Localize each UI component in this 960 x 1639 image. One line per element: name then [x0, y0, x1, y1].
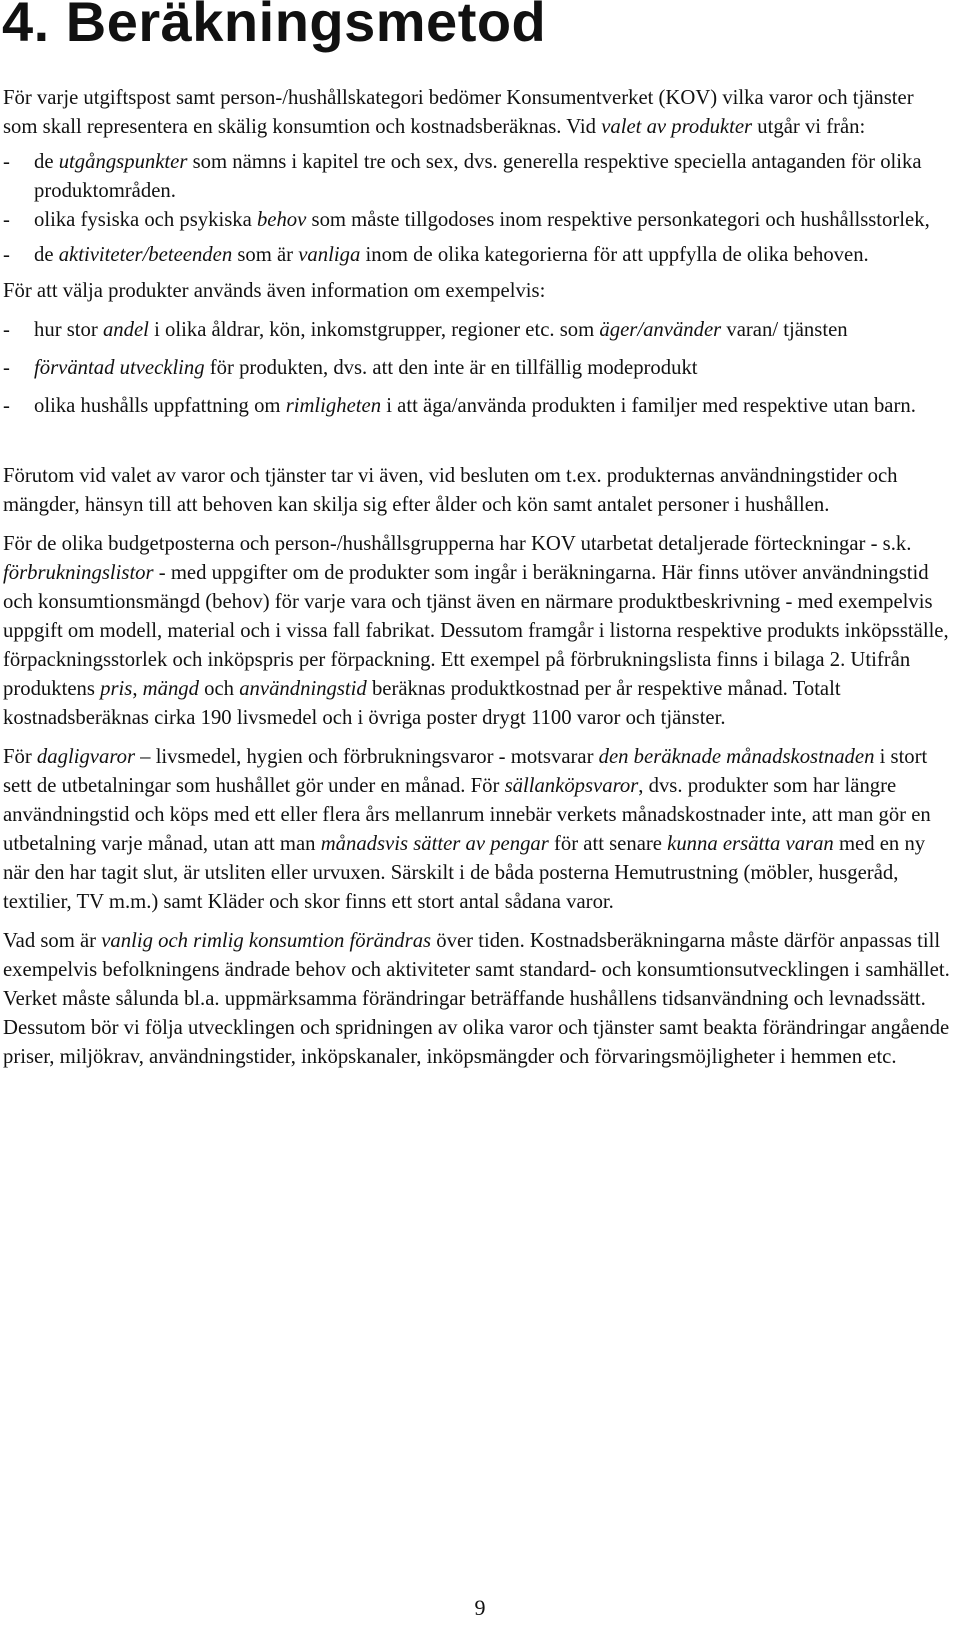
text-run: För: [3, 746, 37, 768]
list-item: [3, 354, 953, 383]
italic-run: utgångspunkter: [58, 151, 188, 173]
bullet-dash: -: [3, 395, 10, 417]
text-run: som är: [232, 244, 299, 266]
usage-paragraph: Förutom vid valet av varor och tjänster tar vi även, vid besluten om t.ex. produkternas användningstider och mängder, hänsyn till att behoven kan skilja sig efter ålder och kön samt antalet personer i hushållen.: [3, 465, 898, 516]
text-run: - med uppgifter om de produkter som ingår i beräkningarna. Här finns utöver användningstid och konsumtionsmängd (behov) för varje vara och tjänst även en närmare produktbeskrivning - med exempelvis uppgift om modell, material och i vissa fall fabrikat. Dessutom framgår i listorna respektive produkts inköpsställe, förpackningsstorlek och inköpspris per förpackning. Ett exempel på förbrukningslista finns i bilaga 2. Utifrån produktens: [3, 562, 949, 700]
info-intro-paragraph: För att välja produkter används även information om exempelvis:: [3, 280, 546, 302]
text-run: hur stor: [34, 319, 103, 341]
text-run: för att senare: [548, 833, 668, 855]
italic-run: den beräknade månadskostnaden: [598, 746, 875, 768]
text-run: i stort sett de utbetalningar som hushållet gör under en månad. För: [3, 746, 928, 797]
italic-run: aktiviteter/beteenden: [58, 244, 233, 266]
consumption-lists-paragraph: [3, 530, 953, 733]
bullet-dash: -: [3, 357, 10, 379]
italic-run: vanliga: [298, 244, 361, 266]
list-item: [3, 241, 953, 270]
bullet-dash: -: [3, 244, 10, 266]
text-run: inom de olika kategorierna för att uppfylla de olika behoven.: [360, 244, 869, 266]
italic-run: sällanköpsvaror: [504, 775, 639, 797]
page-number: 9: [474, 1595, 486, 1620]
italic-run: mängd: [142, 678, 199, 700]
text-run: Vad som är: [3, 930, 102, 952]
italic-run: förväntad utveckling: [34, 357, 205, 379]
text-run: För varje utgiftspost samt person-/hushållskategori bedömer Konsumentverket (KOV) vilka varor och tjänster som skall representera en skälig konsumtion och kostnadsberäknas. Vid: [3, 87, 914, 138]
italic-run: kunna ersätta varan: [667, 833, 834, 855]
list-item: [3, 316, 953, 345]
italic-run: valet av produkter: [601, 116, 753, 138]
intro-paragraph: [3, 84, 953, 142]
text-run: i att äga/använda produkten i familjer med respektive utan barn.: [381, 395, 916, 417]
text-run: beräknas produktkostnad per år respektive månad. Totalt kostnadsberäknas cirka 190 livsmedel och i övriga poster drygt 1100 varor och tjänster.: [3, 678, 841, 729]
text-run: för produkten, dvs. att den inte är en tillfällig modeprodukt: [204, 357, 698, 379]
text-run: med en ny när den har tagit slut, är utsliten eller urvuxen. Särskilt i de båda posterna Hemutrustning (möbler, husgeråd, textilier, TV m.m.) samt Kläder och skor finns ett stort antal sådana varor.: [3, 833, 926, 913]
italic-run: förbrukningslistor: [3, 562, 154, 584]
italic-run: rimligheten: [285, 395, 382, 417]
italic-run: behov: [256, 209, 307, 231]
section-heading: 4. Beräkningsmetod: [2, 0, 547, 53]
bullet-dash: -: [3, 209, 10, 231]
italic-run: vanlig och rimlig konsumtion förändras: [101, 930, 432, 952]
change-over-time-paragraph: [3, 927, 953, 1072]
text-run: – livsmedel, hygien och förbrukningsvaror - motsvarar: [135, 746, 599, 768]
text-run: ,: [132, 678, 143, 700]
italic-run: användningstid: [239, 678, 367, 700]
text-run: som måste tillgodoses inom respektive personkategori och hushållsstorlek,: [306, 209, 930, 231]
bullet-dash: -: [3, 151, 10, 173]
text-run: varan/ tjänsten: [721, 319, 848, 341]
goods-paragraph: [3, 743, 953, 917]
bullet-dash: -: [3, 319, 10, 341]
text-run: de: [34, 151, 59, 173]
text-run: och: [198, 678, 240, 700]
text-run: För de olika budgetposterna och person-/hushållsgrupperna har KOV utarbetat detaljerade förteckningar - s.k.: [3, 533, 912, 555]
list-item: [3, 392, 953, 421]
italic-run: dagligvaror: [36, 746, 135, 768]
italic-run: månadsvis sätter av pengar: [320, 833, 549, 855]
list-item: [3, 206, 953, 235]
text-run: i olika åldrar, kön, inkomstgrupper, regioner etc. som: [148, 319, 600, 341]
text-run: , dvs. produkter som har längre användningstid och köps med ett eller flera års mellanrum innebär verkets månadskostnader inte, att man gör en utbetalning varje månad, utan att man: [3, 775, 931, 855]
text-run: som nämns i kapitel tre och sex, dvs. generella respektive speciella antaganden för olika produktområden.: [34, 151, 922, 202]
list-item: [3, 148, 953, 206]
section-body: [3, 84, 953, 1072]
italic-run: äger/använder: [599, 319, 722, 341]
italic-run: andel: [102, 319, 149, 341]
text-run: över tiden. Kostnadsberäkningarna måste därför anpassas till exempelvis befolkningens ändrade behov och aktiviteter samt standard- och konsumtionsutvecklingen i samhället. Verket måste sålunda bl.a. uppmärksamma förändringar beträffande hushållens tidsanvändning och levnadssätt. Dessutom bör vi följa utvecklingen och spridningen av olika varor och tjänster samt beakta förändringar angående priser, miljökrav, användningstider, inköpskanaler, inköpsmängder och förvaringsmöjligheter i hemmen etc.: [3, 930, 950, 1068]
text-run: de: [34, 244, 59, 266]
italic-run: pris: [100, 678, 133, 700]
text-run: olika hushålls uppfattning om: [34, 395, 286, 417]
text-run: olika fysiska och psykiska: [34, 209, 257, 231]
text-run: utgår vi från:: [752, 116, 866, 138]
